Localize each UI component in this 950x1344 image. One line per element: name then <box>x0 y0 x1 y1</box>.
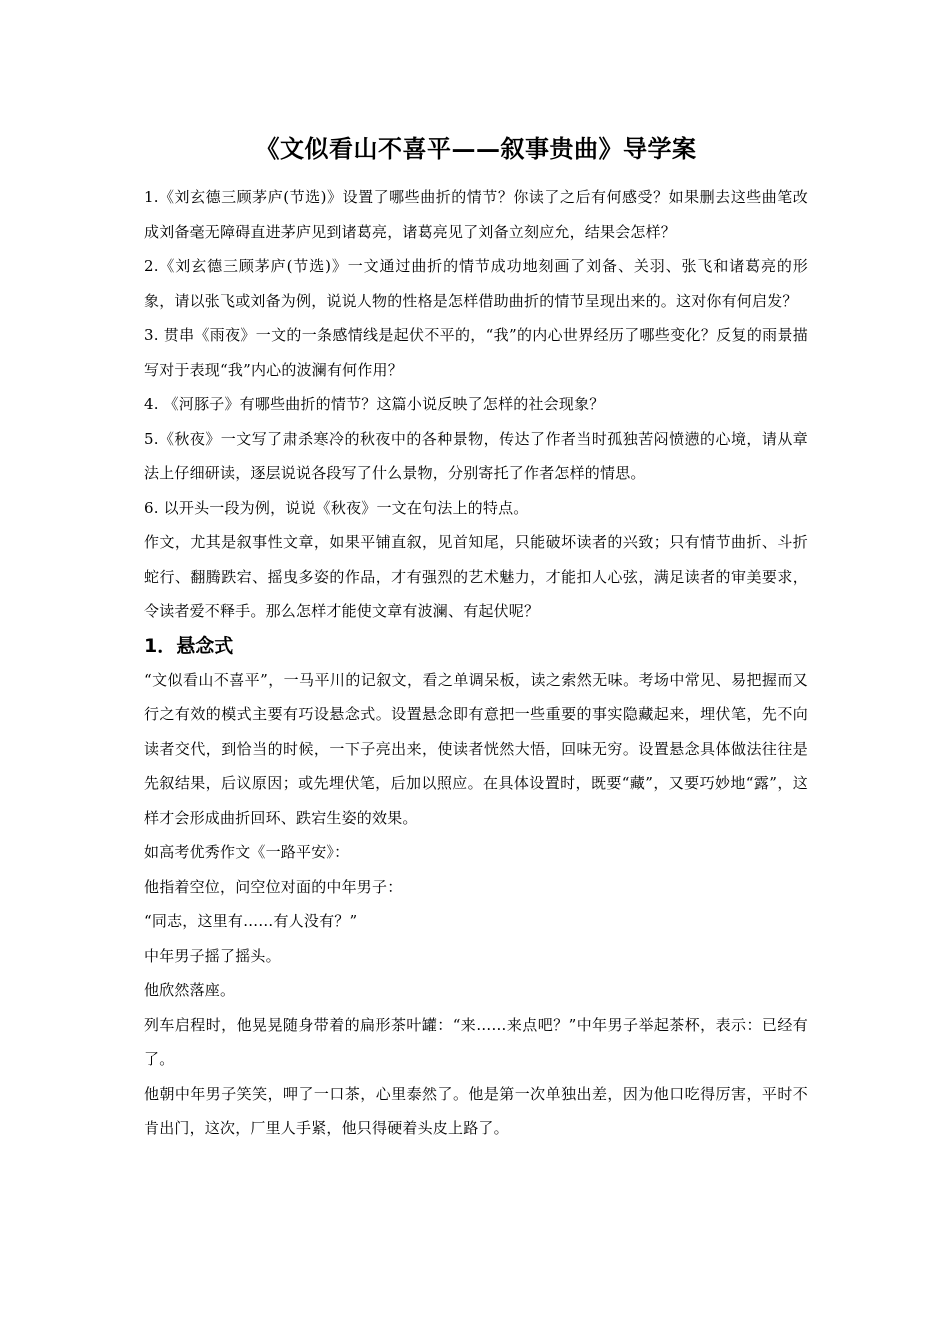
question-3: 3. 贯串《雨夜》一文的一条感情线是起伏不平的，“我”的内心世界经历了哪些变化？反复的雨景描写对于表现“我”内心的波澜有何作用？ <box>144 326 808 379</box>
intro-paragraph: 作文，尤其是叙事性文章，如果平铺直叙，见首知尾，只能破坏读者的兴致；只有情节曲折、斗折蛇行、翻腾跌宕、摇曳多姿的作品，才有强烈的艺术魅力，才能扣人心弦，满足读者的审美要求，令读者爱不释手。那么怎样才能使文章有波澜、有起伏呢？ <box>144 533 808 620</box>
example-line: 他欣然落座。 <box>144 981 236 999</box>
question-1: 1.《刘玄德三顾茅庐(节选)》设置了哪些曲折的情节？你读了之后有何感受？如果删去这些曲笔改成刘备毫无障碍直进茅庐见到诸葛亮，诸葛亮见了刘备立刻应允，结果会怎样？ <box>144 188 808 241</box>
example-line: 列车启程时，他晃晃随身带着的扁形茶叶罐：“来……来点吧？”中年男子举起茶杯，表示：已经有了。 <box>144 1015 808 1068</box>
document-title: 《文似看山不喜平——叙事贵曲》导学案 <box>255 134 697 163</box>
example-intro: 如高考优秀作文《一路平安》： <box>144 843 350 861</box>
question-6: 6. 以开头一段为例，说说《秋夜》一文在句法上的特点。 <box>144 498 529 517</box>
example-line: “同志，这里有……有人没有？” <box>144 912 358 930</box>
example-line: 中年男子摇了摇头。 <box>144 946 281 965</box>
document-page <box>144 132 808 1146</box>
example-line: 他指着空位，问空位对面的中年男子： <box>144 877 403 896</box>
section-heading <box>144 629 808 663</box>
section-number: 1． <box>144 634 177 657</box>
example-line: 他朝中年男子笑笑，呷了一口茶，心里泰然了。他是第一次单独出差，因为他口吃得厉害，平时不肯出门，这次，厂里人手紧，他只得硬着头皮上路了。 <box>144 1084 808 1137</box>
question-5: 5.《秋夜》一文写了肃杀寒冷的秋夜中的各种景物，传达了作者当时孤独苦闷愤懑的心境，请从章法上仔细研读，逐层说说各段写了什么景物，分别寄托了作者怎样的情思。 <box>144 429 808 482</box>
section-heading-text: 悬念式 <box>176 634 234 657</box>
question-2: 2.《刘玄德三顾茅庐(节选)》一文通过曲折的情节成功地刻画了刘备、关羽、张飞和诸葛亮的形象，请以张飞或刘备为例，说说人物的性格是怎样借助曲折的情节呈现出来的。这对你有何启发？ <box>144 257 808 310</box>
question-4: 4. 《河豚子》有哪些曲折的情节？这篇小说反映了怎样的社会现象？ <box>144 395 605 413</box>
section-body: “文似看山不喜平”，一马平川的记叙文，看之单调呆板，读之索然无味。考场中常见、易把握而又行之有效的模式主要有巧设悬念式。设置悬念即有意把一些重要的事实隐藏起来，埋伏笔，先不向读者交代，到恰当的时候，一下子亮出来，使读者恍然大悟，回味无穷。设置悬念具体做法往往是先叙结果，后议原因；或先埋伏笔，后加以照应。在具体设置时，既要“藏”，又要巧妙地“露”，这样才会形成曲折回环、跌宕生姿的效果。 <box>144 670 808 827</box>
